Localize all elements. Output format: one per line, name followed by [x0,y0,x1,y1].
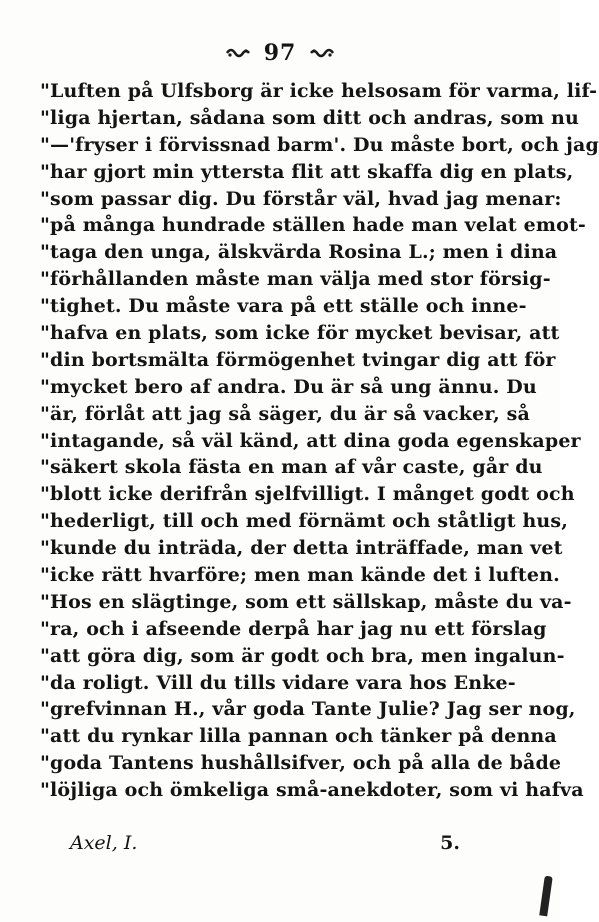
text-line: "—'fryser i förvissnad barm'. Du måste bort, och jag [40,133,599,156]
text-line: "som passar dig. Du förstår väl, hvad jag menar: [40,187,562,210]
text-line: "liga hjertan, sådana som ditt och andras, som nu [40,106,579,129]
text-line: "på många hundrade ställen hade man velat emot- [40,214,586,237]
sheet-number: 5. [440,832,460,854]
right-ornament-icon [309,46,335,60]
text-line: "säkert skola fästa en man af vår caste, går du [40,456,543,479]
left-ornament-icon [225,46,251,60]
text-line: "att du rynkar lilla pannan och tänker på denna [40,725,557,748]
text-line: "da roligt. Vill du tills vidare vara hos Enke- [40,671,516,694]
text-line: "hederligt, till och med förnämt och ståtligt hus, [40,510,568,533]
page-number: 97 [263,40,297,66]
text-line: "att göra dig, som är godt och bra, men ingalun- [40,644,565,667]
text-line: "är, förlåt att jag så säger, du är så vacker, så [40,402,530,425]
text-line: "har gjort min yttersta flit att skaffa dig en plats, [40,160,574,183]
page-footer [40,832,460,862]
signature-mark: Axel, I. [70,832,138,854]
text-line: "mycket bero af andra. Du är så ung ännu. Du [40,375,537,398]
scan-artifact [539,876,552,917]
text-line: "förhållanden måste man välja med stor försig- [40,268,551,291]
text-line: "löjliga och ömkeliga små-anekdoter, som vi hafva [40,779,584,802]
text-line: "intagande, så väl känd, att dina goda egenskaper [40,429,581,452]
body-text [40,78,599,804]
text-line: "goda Tantens hushållsifver, och på alla de både [40,752,562,775]
text-line: "blott icke derifrån sjelfvilligt. I månget godt och [40,483,575,506]
text-line: "Hos en slägtinge, som ett sällskap, måste du va- [40,590,572,613]
text-line: "ra, och i afseende derpå har jag nu ett förslag [40,617,547,640]
text-line: "hafva en plats, som icke för mycket bevisar, att [40,322,560,345]
text-line: "tighet. Du måste vara på ett ställe och inne- [40,295,527,318]
text-line: "taga den unga, älskvärda Rosina L.; men i dina [40,241,558,264]
text-line: "din bortsmälta förmögenhet tvingar dig att för [40,348,556,371]
page-header [0,40,560,68]
text-line: "icke rätt hvarföre; men man kände det i luften. [40,564,560,587]
text-line: "Luften på Ulfsborg är icke helsosam för varma, lif- [40,80,598,102]
text-line: "kunde du inträda, der detta inträffade, man vet [40,537,563,560]
text-line: "grefvinnan H., vår goda Tante Julie? Jag ser nog, [40,698,576,721]
